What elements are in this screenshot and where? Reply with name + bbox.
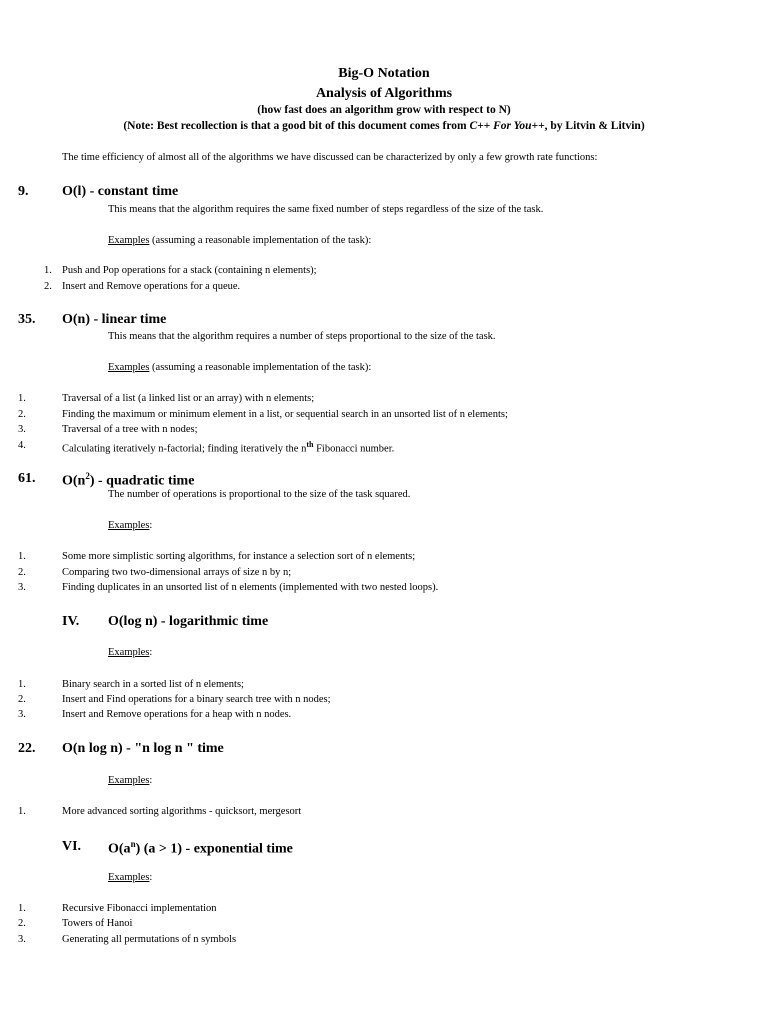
examples-word: Examples [108,647,150,658]
section-heading-quadratic [62,471,194,490]
section-number: IV. [62,614,80,629]
superscript: th [306,440,314,449]
list-item-number: 2. [18,694,26,705]
list-item-number: 1. [18,679,26,690]
list-item-number: 4. [18,440,26,451]
intro-paragraph: The time efficiency of almost all of the algorithms we have discussed can be characterized by only a few growth rate functions: [62,152,598,163]
superscript: 2 [85,471,90,481]
section-heading-logarithmic: O(log n) - logarithmic time [108,614,269,629]
section-number: VI. [62,839,82,854]
list-item-number: 2. [44,281,52,292]
examples-label [108,775,152,786]
list-item [62,440,394,455]
list-item-number: 3. [18,582,26,593]
examples-word: Examples [108,520,150,531]
document-note [0,120,768,132]
examples-label [108,647,152,658]
list-item-number: 2. [18,567,26,578]
list-item-number: 3. [18,934,26,945]
section-description: This means that the algorithm requires a number of steps proportional to the size of the task. [108,331,496,342]
list-item: More advanced sorting algorithms - quicksort, mergesort [62,806,302,817]
examples-word: Examples [108,362,150,373]
list-item: Traversal of a tree with n nodes; [62,424,198,435]
list-item-number: 1. [44,265,52,276]
section-heading-exponential [108,839,293,858]
superscript: n [130,839,136,849]
examples-note: (assuming a reasonable implementation of the task): [149,235,372,246]
heading-text: O(n [62,473,86,489]
list-item: Generating all permutations of n symbols [62,934,237,945]
examples-word: Examples [108,872,150,883]
list-item-number: 1. [18,903,26,914]
examples-note: : [149,520,153,531]
list-item: Finding the maximum or minimum element in a list, or sequential search in an unsorted list of n elements; [62,409,508,420]
list-item-number: 3. [18,424,26,435]
list-item-text: Calculating iteratively n-factorial; finding iteratively the n [62,443,307,455]
list-item-number: 2. [18,409,26,420]
heading-text: ) - quadratic time [89,473,195,489]
examples-note: (assuming a reasonable implementation of the task): [149,362,372,373]
section-heading-linear: O(n) - linear time [62,312,167,327]
list-item: Insert and Remove operations for a heap with n nodes. [62,709,292,720]
note-suffix: , by Litvin & Litvin) [544,120,645,132]
list-item-number: 1. [18,393,26,404]
note-prefix: (Note: Best recollection is that a good bit of this document comes from [123,120,470,132]
section-number: 35. [18,312,36,327]
list-item: Insert and Remove operations for a queue. [62,281,241,292]
examples-word: Examples [108,775,150,786]
list-item: Push and Pop operations for a stack (containing n elements); [62,265,317,276]
list-item: Comparing two two-dimensional arrays of size n by n; [62,567,292,578]
list-item: Some more simplistic sorting algorithms, for instance a selection sort of n elements; [62,551,416,562]
heading-text: ) (a > 1) - exponential time [135,841,293,857]
section-heading-nlogn: O(n log n) - "n log n " time [62,741,224,756]
examples-label [108,235,371,246]
list-item: Finding duplicates in an unsorted list of n elements (implemented with two nested loops). [62,582,439,593]
list-item-text: Fibonacci number. [313,443,395,455]
list-item: Binary search in a sorted list of n elements; [62,679,244,690]
section-description: The number of operations is proportional to the size of the task squared. [108,489,411,500]
examples-label [108,362,371,373]
document-subtitle: Analysis of Algorithms [315,86,453,101]
list-item-number: 1. [18,806,26,817]
examples-label [108,520,152,531]
examples-label [108,872,152,883]
examples-note: : [149,775,153,786]
examples-note: : [149,872,153,883]
section-heading-constant: O(l) - constant time [62,184,179,199]
list-item: Insert and Find operations for a binary search tree with n nodes; [62,694,331,705]
document-title: Big-O Notation [338,66,430,81]
section-number: 61. [18,471,36,486]
examples-note: : [149,647,153,658]
list-item: Recursive Fibonacci implementation [62,903,217,914]
list-item: Traversal of a list (a linked list or an array) with n elements; [62,393,315,404]
heading-text: O(a [108,841,131,857]
section-number: 22. [18,741,36,756]
note-book-title: C++ For You++ [469,120,545,132]
document-question: (how fast does an algorithm grow with respect to N) [257,104,511,116]
section-number: 9. [18,184,29,199]
section-description: This means that the algorithm requires the same fixed number of steps regardless of the size of the task. [108,204,544,215]
list-item-number: 3. [18,709,26,720]
examples-word: Examples [108,235,150,246]
list-item-number: 2. [18,918,26,929]
list-item-number: 1. [18,551,26,562]
list-item: Towers of Hanoi [62,918,133,929]
